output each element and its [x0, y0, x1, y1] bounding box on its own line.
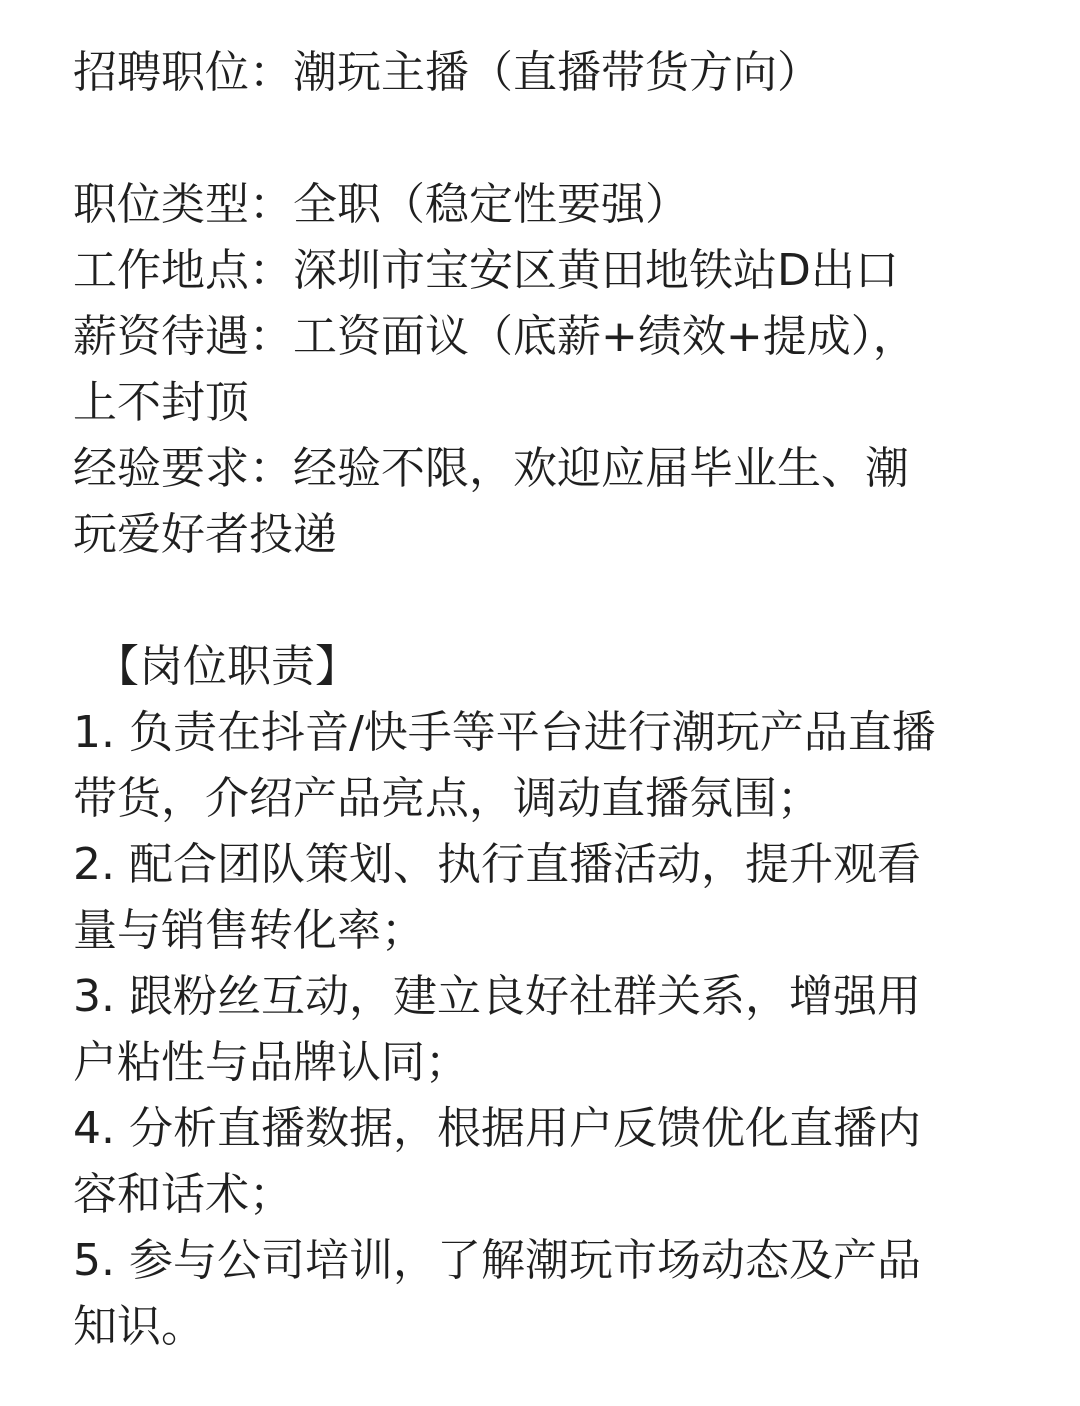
- salary-line-continued: 上不封顶: [73, 377, 249, 428]
- duty-item: [73, 700, 1020, 832]
- duty-text-continued: 容和话术；: [73, 1169, 293, 1220]
- duty-text: 2. 配合团队策划、执行直播活动，提升观看: [73, 839, 921, 890]
- experience-line: 经验要求：经验不限，欢迎应届毕业生、潮: [73, 443, 909, 494]
- location-line: 工作地点：深圳市宝安区黄田地铁站D出口: [73, 245, 899, 296]
- duty-text-continued: 量与销售转化率；: [73, 905, 425, 956]
- experience-line-continued: 玩爱好者投递: [73, 509, 337, 560]
- duties-header: 【岗位职责】: [95, 641, 359, 692]
- duty-text-continued: 知识。: [73, 1301, 205, 1352]
- job-type-line: 职位类型：全职（稳定性要强）: [73, 179, 689, 230]
- duty-text: 1. 负责在抖音/快手等平台进行潮玩产品直播: [73, 707, 936, 758]
- position-line: 招聘职位：潮玩主播（直播带货方向）: [73, 47, 821, 98]
- duty-text-continued: 户粘性与品牌认同；: [73, 1037, 469, 1088]
- duty-text: 5. 参与公司培训，了解潮玩市场动态及产品: [73, 1235, 921, 1286]
- duty-item: [73, 1228, 1020, 1360]
- spacer: [73, 106, 1020, 172]
- duty-text: 4. 分析直播数据，根据用户反馈优化直播内: [73, 1103, 921, 1154]
- duty-text: 3. 跟粉丝互动，建立良好社群关系，增强用: [73, 971, 921, 1022]
- duty-item: [73, 1096, 1020, 1228]
- duty-text-continued: 带货，介绍产品亮点，调动直播氛围；: [73, 773, 821, 824]
- salary-line: 薪资待遇：工资面议（底薪+绩效+提成），: [73, 311, 917, 362]
- duty-item: [73, 964, 1020, 1096]
- duty-item: [73, 832, 1020, 964]
- spacer: [73, 568, 1020, 634]
